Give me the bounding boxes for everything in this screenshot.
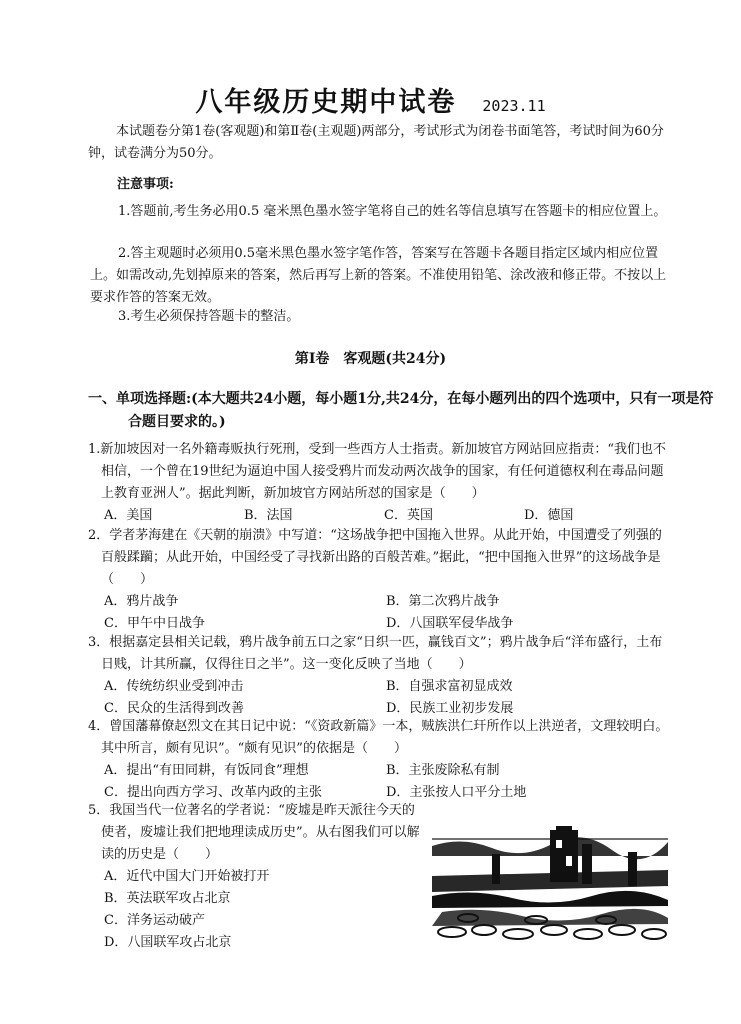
question-stem: 5．我国当代一位著名的学者说：“废墟是昨天派往今天的使者，废墟让我们把地理读成历史”。从右图我们可以解读的历史是（ ） — [88, 803, 420, 862]
option-b: B．法国 — [244, 508, 293, 523]
question-options — [104, 505, 670, 527]
question-options — [88, 866, 423, 954]
option-b: B．第二次鸦片战争 — [386, 594, 500, 609]
notice-item-1: 1.答题前,考生务必用0.5 毫米黑色墨水签字笔将自己的姓名等信息填写在答题卡的相应位置上。 — [118, 204, 667, 219]
question-options — [104, 591, 670, 635]
option-b: B．英法联军攻占北京 — [104, 891, 231, 906]
option-d: D．八国联军侵华战争 — [386, 616, 514, 631]
header — [0, 80, 741, 119]
option-c: C．甲午中日战争 — [104, 616, 205, 631]
option-d: D．八国联军攻占北京 — [104, 935, 232, 950]
option-d: D．主张按人口平分土地 — [386, 785, 527, 800]
option-a: A．传统纺织业受到冲击 — [104, 679, 244, 694]
question-stem: 2．学者茅海建在《天朝的崩溃》中写道：“这场战争把中国拖入世界。从此开始，中国遭受了列强的百般蹂躏；从此开始，中国经受了寻找新出路的百般苦难。”据此，“把中国拖入世界”的这场战争是（ ） — [88, 528, 662, 587]
option-a: A．提出“有田同耕，有饭同食”理想 — [104, 763, 309, 778]
question-1 — [88, 439, 670, 527]
option-c: C．洋务运动破产 — [104, 913, 205, 928]
section-title: 第Ⅰ卷 客观题(共24分) — [294, 351, 447, 367]
notice-item-3: 3.考生必须保持答题卡的整洁。 — [118, 309, 300, 324]
question-options — [104, 676, 670, 720]
option-c: C．民众的生活得到改善 — [104, 701, 244, 716]
option-a: A．美国 — [104, 508, 153, 523]
option-d: D．德国 — [524, 508, 574, 523]
part-title: 一、单项选择题:(本大题共24小题，每小题1分,共24分，在每小题列出的四个选项中，只有一项是符合题目要求的。) — [88, 391, 714, 430]
question-options — [104, 760, 670, 804]
option-a: A．近代中国大门开始被打开 — [104, 869, 270, 884]
question-stem: 3．根据嘉定县相关记载，鸦片战争前五口之家“日织一匹，赢钱百文”；鸦片战争后“洋布盛行，土布日贱，计其所赢，仅得往日之半”。这一变化反映了当地（ ） — [88, 635, 663, 672]
question-stem: 4．曾国藩幕僚赵烈文在其日记中说：“《资政新篇》一本，贼族洪仁玕所作以上洪逆者，文理较明白。其中所言，颇有见识”。“颇有见识”的依据是（ ） — [88, 719, 669, 756]
question-2 — [88, 525, 670, 635]
ruins-photo-icon — [432, 826, 668, 941]
question-5 — [88, 800, 423, 954]
question-3 — [88, 632, 670, 720]
option-c: C．提出向西方学习、改革内政的主张 — [104, 785, 322, 800]
notice-heading: 注意事项: — [117, 177, 174, 192]
exam-date: 2023.11 — [482, 97, 546, 115]
option-a: A．鸦片战争 — [104, 594, 179, 609]
option-b: B．自强求富初显成效 — [386, 679, 513, 694]
option-c: C．英国 — [384, 508, 433, 523]
option-b: B．主张废除私有制 — [386, 763, 500, 778]
question-stem: 1.新加坡因对一名外籍毒贩执行死刑，受到一些西方人士指责。新加坡官方网站回应指责：“我们也不相信，一个曾在19世纪为逼迫中国人接受鸦片而发动两次战争的国家，有任何道德权利在毒品问题上教育亚洲人”。据此判断，新加坡官方网站所怼的国家是（ ） — [88, 442, 667, 501]
option-d: D．民族工业初步发展 — [386, 701, 514, 716]
intro-paragraph: 本试题卷分第1卷(客观题)和第Ⅱ卷(主观题)两部分，考试形式为闭卷书面笔答，考试时间为60分钟，试卷满分为50分。 — [88, 124, 664, 161]
notice-item-2: 2.答主观题时必须用0.5毫米黑色墨水签字笔作答，答案写在答题卡各题目指定区域内相应位置上。如需改动,先划掉原来的答案，然后再写上新的答案。不准使用铅笔、涂改液和修正带。不按以上要求作答的答案无效。 — [90, 246, 667, 305]
page-title: 八年级历史期中试卷 — [195, 87, 457, 118]
question-4 — [88, 716, 670, 804]
